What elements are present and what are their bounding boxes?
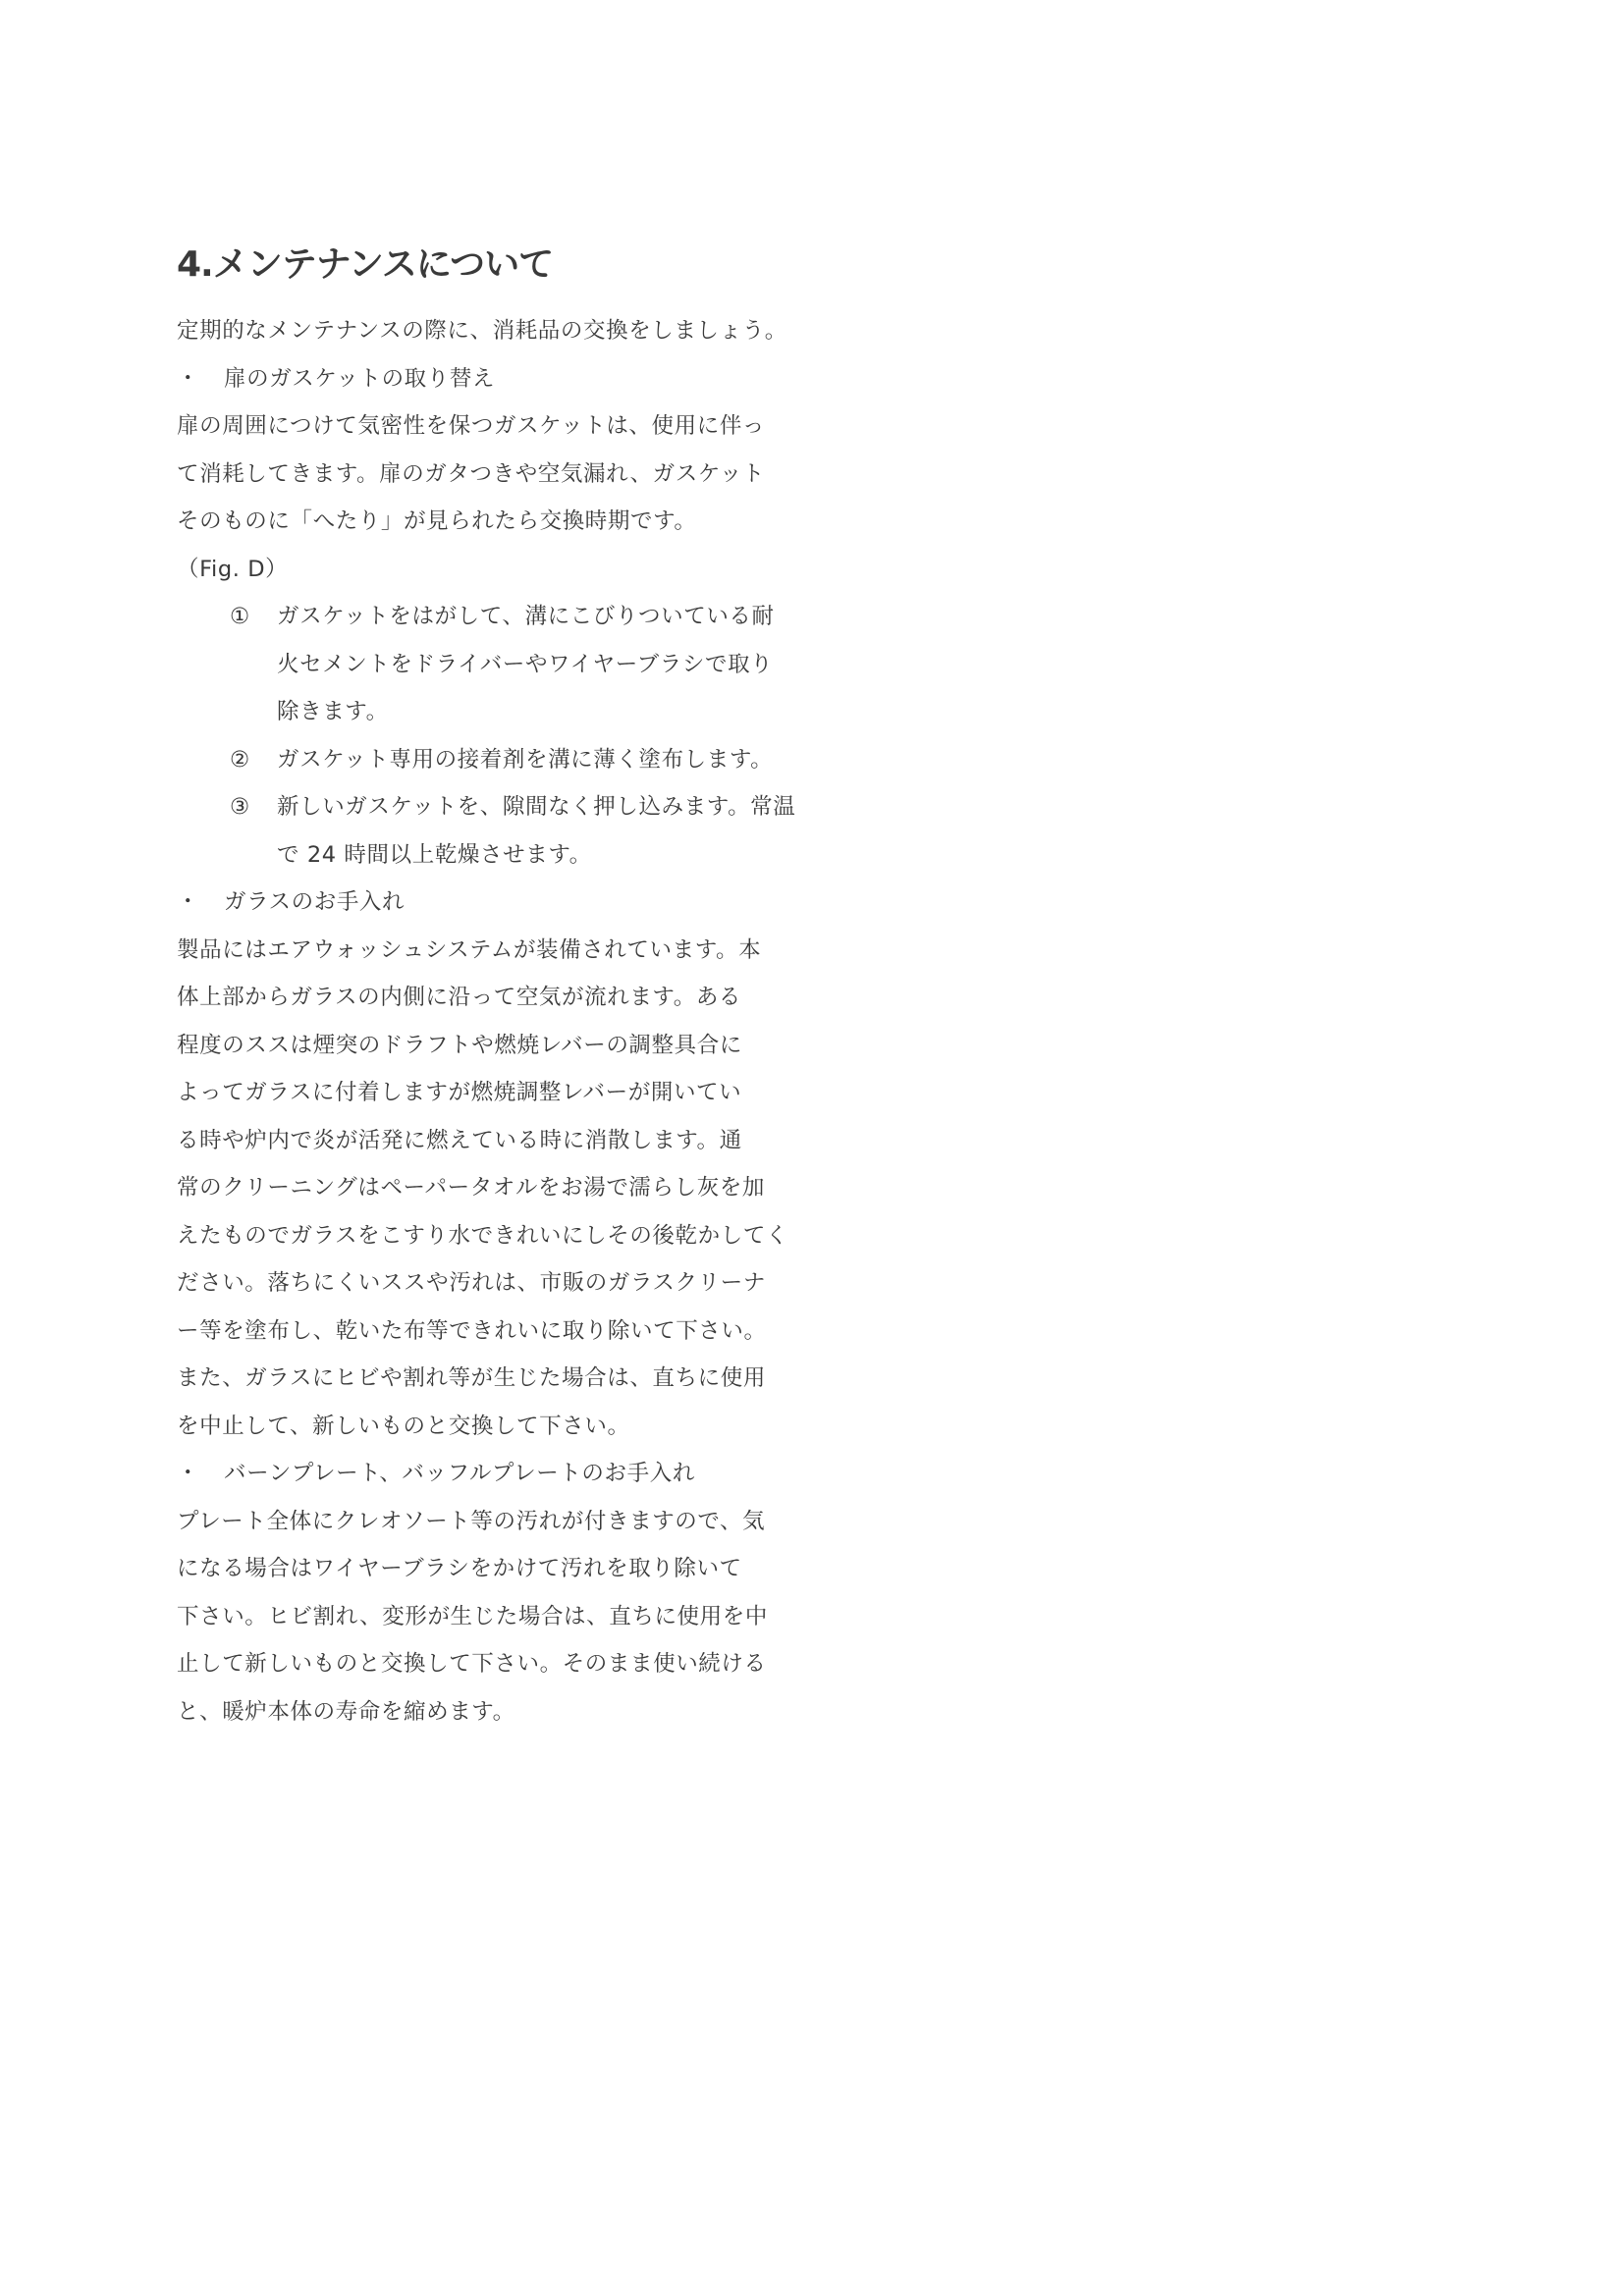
- step-3: [177, 783, 825, 831]
- plate-body-line: 下さい。ヒビ割れ、変形が生じた場合は、直ちに使用を中: [177, 1603, 768, 1629]
- glass-body-line: また、ガラスにヒビや割れ等が生じた場合は、直ちに使用: [177, 1365, 766, 1391]
- figure-reference: （Fig. D）: [177, 556, 289, 582]
- step-text: 新しいガスケットを、隙間なく押し込みます。常温: [277, 794, 796, 820]
- plate-body-line: プレート全体にクレオソート等の汚れが付きますので、気: [177, 1508, 766, 1534]
- step-text: ガスケットをはがして、溝にこびりついている耐: [277, 604, 775, 629]
- glass-body-line: 程度のススは煙突のドラフトや燃焼レバーの調整具合に: [177, 1032, 742, 1058]
- intro-text: 定期的なメンテナンスの際に、消耗品の交換をしましょう。: [177, 318, 787, 344]
- section-title-glass: ガラスのお手入れ: [224, 889, 406, 915]
- plate-body-line: 止して新しいものと交換して下さい。そのまま使い続ける: [177, 1651, 767, 1677]
- glass-body-line: よってガラスに付着しますが燃焼調整レバーが開いてい: [177, 1080, 742, 1105]
- page-title: 4.メンテナンスについて: [177, 244, 554, 285]
- step-number: ①: [230, 604, 250, 629]
- step-text: 火セメントをドライバーやワイヤーブラシで取り: [277, 651, 774, 677]
- section-heading-plate: [177, 1450, 825, 1498]
- glass-body-line: を中止して、新しいものと交換して下さい。: [177, 1413, 630, 1439]
- gasket-body-line: 扉の周囲につけて気密性を保つガスケットは、使用に伴っ: [177, 413, 766, 439]
- glass-body-line: ださい。落ちにくいススや汚れは、市販のガラスクリーナ: [177, 1270, 766, 1296]
- glass-body-line: えたものでガラスをこすり水できれいにしその後乾かしてく: [177, 1222, 789, 1249]
- bullet-mark: ・: [177, 1461, 200, 1486]
- glass-body-line: ー等を塗布し、乾いた布等できれいに取り除いて下さい。: [177, 1317, 767, 1344]
- section-title-plate: バーンプレート、バッフルプレートのお手入れ: [224, 1461, 695, 1486]
- section-title-gasket: 扉のガスケットの取り替え: [224, 365, 496, 392]
- plate-body-line: になる場合はワイヤーブラシをかけて汚れを取り除いて: [177, 1556, 742, 1581]
- step-number: ②: [230, 746, 250, 773]
- glass-body-line: 体上部からガラスの内側に沿って空気が流れます。ある: [177, 985, 742, 1010]
- glass-body-line: る時や炉内で炎が活発に燃えている時に消散します。通: [177, 1127, 742, 1153]
- glass-body-line: 常のクリーニングはペーパータオルをお湯で濡らし灰を加: [177, 1175, 766, 1201]
- bullet-mark: ・: [177, 365, 200, 392]
- step-text: 除きます。: [277, 699, 389, 724]
- gasket-body-line: て消耗してきます。扉のガタつきや空気漏れ、ガスケット: [177, 460, 766, 487]
- document-page: [177, 240, 825, 1735]
- section-heading-gasket: [177, 355, 825, 403]
- glass-body-line: 製品にはエアウォッシュシステムが装備されています。本: [177, 936, 762, 963]
- plate-body-line: と、暖炉本体の寿命を縮めます。: [177, 1698, 515, 1725]
- gasket-body-line: そのものに「へたり」が見られたら交換時期です。: [177, 508, 697, 534]
- step-text: ガスケット専用の接着剤を溝に薄く塗布します。: [277, 746, 774, 773]
- step-number: ③: [230, 794, 250, 820]
- bullet-mark: ・: [177, 889, 200, 915]
- step-text: で 24 時間以上乾燥させます。: [277, 841, 592, 868]
- section-heading-glass: [177, 879, 825, 927]
- step-1: [177, 593, 825, 641]
- step-2: [177, 736, 825, 784]
